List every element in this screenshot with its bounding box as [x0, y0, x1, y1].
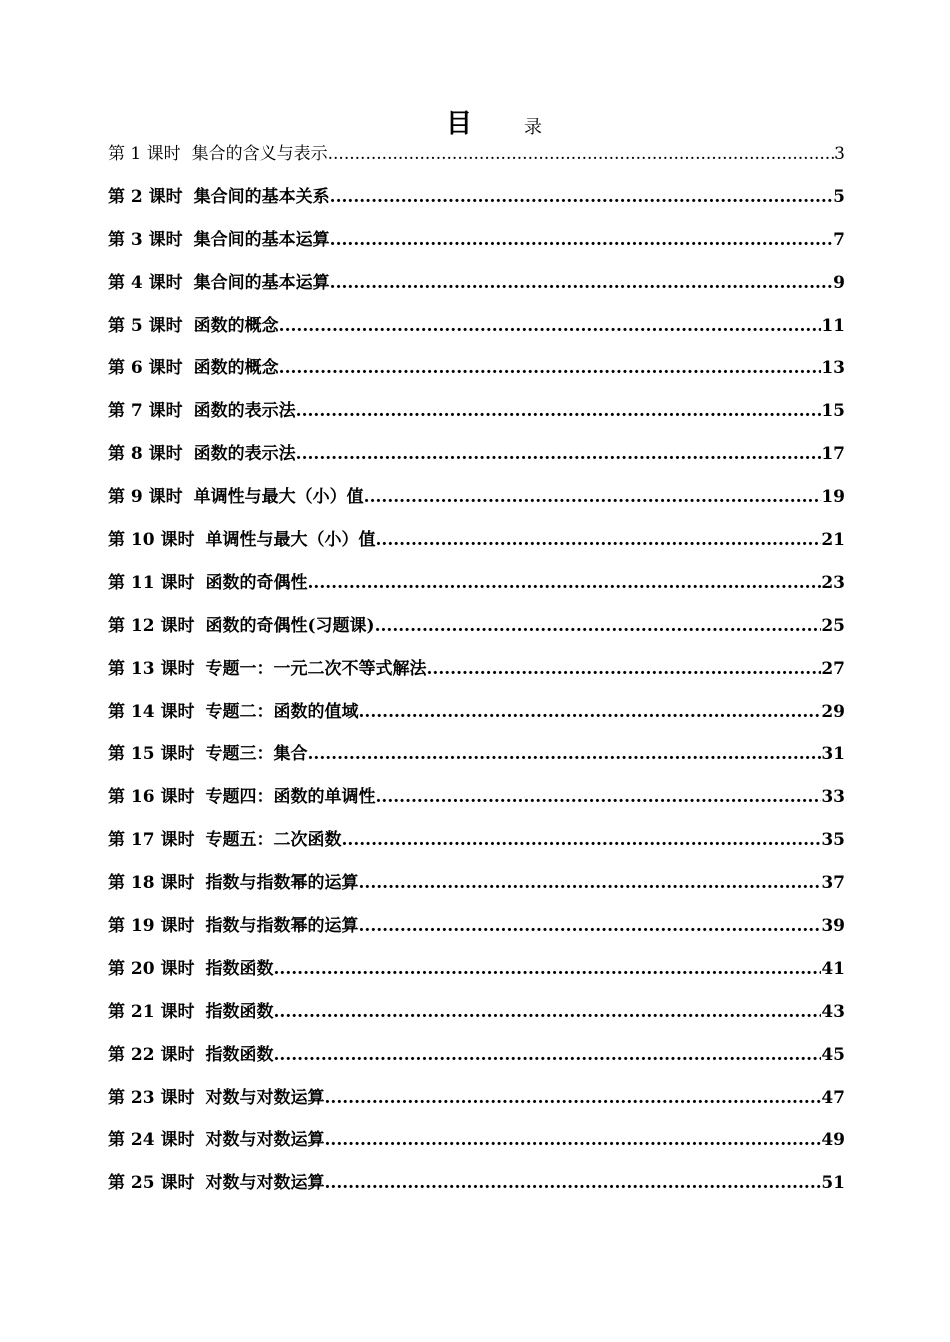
- toc-entry-page-number: 33: [821, 787, 845, 808]
- toc-entry-page-number: 47: [821, 1087, 845, 1108]
- toc-dot-leader: [274, 999, 822, 1025]
- toc-entry-page-number: 45: [821, 1044, 845, 1065]
- toc-entry-label: [108, 1170, 325, 1196]
- toc-entry-page-number: 37: [821, 873, 845, 894]
- toc-entry-lesson: 第 8 课时: [108, 444, 183, 465]
- toc-entry-label: [108, 784, 376, 810]
- toc-entry-label: [108, 141, 328, 167]
- toc-entry-topic: 函数的表示法: [193, 444, 296, 465]
- toc-entry-lesson: 第 13 课时: [108, 658, 195, 679]
- toc-dot-leader: [325, 1085, 822, 1111]
- toc-entry-page-number: 23: [821, 572, 845, 593]
- toc-entry[interactable]: [108, 870, 845, 913]
- toc-entry-label: [108, 741, 308, 767]
- toc-entry-topic: 函数的奇偶性(习题课): [205, 615, 375, 636]
- toc-entry-label: [108, 1042, 274, 1068]
- toc-entry-topic: 单调性与最大（小）值: [205, 530, 376, 551]
- toc-dot-leader: [328, 141, 835, 167]
- toc-entry-topic: 集合间的基本运算: [193, 229, 330, 250]
- toc-entry-label: [108, 441, 296, 467]
- toc-entry-lesson: 第 23 课时: [108, 1087, 195, 1108]
- toc-entry-page-number: 35: [821, 830, 845, 851]
- toc-entry[interactable]: [108, 270, 845, 313]
- toc-dot-leader: [330, 184, 833, 210]
- toc-entry-topic: 专题一：一元二次不等式解法: [205, 658, 427, 679]
- toc-dot-leader: [296, 441, 822, 467]
- toc-entry[interactable]: [108, 1042, 845, 1085]
- toc-entry[interactable]: [108, 827, 845, 870]
- toc-entry-lesson: 第 21 课时: [108, 1001, 195, 1022]
- toc-entry-topic: 专题三：集合: [205, 744, 308, 765]
- toc-dot-leader: [325, 1170, 822, 1196]
- toc-entry-label: [108, 270, 330, 296]
- toc-entry[interactable]: [108, 441, 845, 484]
- toc-entry-topic: 单调性与最大（小）值: [193, 487, 364, 508]
- toc-entry-page-number: 17: [821, 444, 845, 465]
- toc-entry-topic: 函数的表示法: [193, 401, 296, 422]
- toc-entry-page-number: 9: [833, 272, 845, 293]
- toc-entry-topic: 指数函数: [205, 1001, 274, 1022]
- toc-entry[interactable]: [108, 784, 845, 827]
- toc-entry-topic: 专题二：函数的值域: [205, 701, 359, 722]
- toc-entry-lesson: 第 18 课时: [108, 873, 195, 894]
- toc-dot-leader: [325, 1127, 822, 1153]
- toc-entry[interactable]: [108, 227, 845, 270]
- toc-entry[interactable]: [108, 1127, 845, 1170]
- toc-dot-leader: [376, 527, 822, 553]
- toc-entry-page-number: 13: [821, 358, 845, 379]
- toc-entry-lesson: 第 2 课时: [108, 186, 183, 207]
- toc-entry-page-number: 41: [821, 958, 845, 979]
- toc-dot-leader: [279, 313, 822, 339]
- toc-entry-topic: 专题四：函数的单调性: [205, 787, 376, 808]
- toc-dot-leader: [359, 699, 822, 725]
- toc-entry[interactable]: [108, 699, 845, 742]
- toc-title-suffix: 录: [524, 117, 542, 138]
- toc-entry-lesson: 第 4 课时: [108, 272, 183, 293]
- toc-dot-leader: [330, 227, 833, 253]
- toc-dot-leader: [274, 1042, 822, 1068]
- toc-entry-lesson: 第 5 课时: [108, 315, 183, 336]
- toc-entry-topic: 指数与指数幂的运算: [205, 873, 359, 894]
- toc-entry-topic: 对数与对数运算: [205, 1173, 325, 1194]
- toc-entry[interactable]: [108, 956, 845, 999]
- toc-entry[interactable]: [108, 741, 845, 784]
- toc-entry-label: [108, 355, 279, 381]
- toc-entry-label: [108, 527, 376, 553]
- toc-dot-leader: [359, 870, 822, 896]
- toc-entry-page-number: 43: [821, 1001, 845, 1022]
- toc-entry[interactable]: [108, 398, 845, 441]
- toc-entry-lesson: 第 1 课时: [108, 144, 181, 164]
- toc-heading: [0, 108, 950, 142]
- toc-entry-label: [108, 699, 359, 725]
- toc-entry-page-number: 3: [834, 144, 845, 164]
- toc-dot-leader: [375, 613, 822, 639]
- toc-entry[interactable]: [108, 1170, 845, 1213]
- toc-entry-lesson: 第 14 课时: [108, 701, 195, 722]
- toc-title: 目: [446, 109, 473, 139]
- toc-entry-label: [108, 398, 296, 424]
- toc-entry-lesson: 第 10 课时: [108, 530, 195, 551]
- toc-dot-leader: [296, 398, 822, 424]
- toc-entry-lesson: 第 7 课时: [108, 401, 183, 422]
- toc-entry-lesson: 第 19 课时: [108, 916, 195, 937]
- toc-entry-lesson: 第 15 课时: [108, 744, 195, 765]
- toc-entry-page-number: 21: [821, 530, 845, 551]
- toc-entry-label: [108, 656, 427, 682]
- toc-entry-page-number: 49: [821, 1130, 845, 1151]
- toc-entry-lesson: 第 11 课时: [108, 572, 195, 593]
- toc-dot-leader: [364, 484, 822, 510]
- toc-entry-page-number: 29: [821, 701, 845, 722]
- toc-entry-topic: 指数与指数幂的运算: [205, 916, 359, 937]
- toc-entry-page-number: 15: [821, 401, 845, 422]
- toc-entry-page-number: 51: [821, 1173, 845, 1194]
- toc-entry-lesson: 第 22 课时: [108, 1044, 195, 1065]
- toc-entry-label: [108, 999, 274, 1025]
- toc-entry-lesson: 第 25 课时: [108, 1173, 195, 1194]
- toc-entry[interactable]: [108, 141, 845, 184]
- toc-entry[interactable]: [108, 184, 845, 227]
- toc-entry-label: [108, 184, 330, 210]
- toc-entry-topic: 函数的概念: [193, 358, 279, 379]
- toc-dot-leader: [279, 355, 822, 381]
- toc-entry-topic: 指数函数: [205, 958, 274, 979]
- toc-entry-page-number: 27: [821, 658, 845, 679]
- toc-entry-page-number: 19: [821, 487, 845, 508]
- toc-entry[interactable]: [108, 1085, 845, 1128]
- toc-entry[interactable]: [108, 913, 845, 956]
- toc-entry-lesson: 第 6 课时: [108, 358, 183, 379]
- toc-entry-page-number: 7: [833, 229, 845, 250]
- toc-entry-page-number: 11: [821, 315, 845, 336]
- toc-entry-page-number: 39: [821, 916, 845, 937]
- toc-entry-lesson: 第 9 课时: [108, 487, 183, 508]
- toc-entry-topic: 集合间的基本关系: [193, 186, 330, 207]
- toc-entry[interactable]: [108, 613, 845, 656]
- toc-entry-label: [108, 570, 308, 596]
- table-of-contents: [108, 141, 845, 1213]
- toc-entry-lesson: 第 16 课时: [108, 787, 195, 808]
- toc-entry-lesson: 第 20 课时: [108, 958, 195, 979]
- toc-entry-topic: 专题五：二次函数: [205, 830, 342, 851]
- toc-entry[interactable]: [108, 999, 845, 1042]
- toc-entry-page-number: 25: [821, 615, 845, 636]
- toc-dot-leader: [308, 741, 822, 767]
- toc-entry-topic: 函数的概念: [193, 315, 279, 336]
- toc-entry-lesson: 第 17 课时: [108, 830, 195, 851]
- toc-entry[interactable]: [108, 570, 845, 613]
- toc-entry-lesson: 第 12 课时: [108, 615, 195, 636]
- toc-entry-label: [108, 956, 274, 982]
- toc-dot-leader: [274, 956, 822, 982]
- toc-entry-topic: 集合的含义与表示: [191, 144, 328, 164]
- toc-entry-label: [108, 1127, 325, 1153]
- toc-entry-lesson: 第 3 课时: [108, 229, 183, 250]
- toc-dot-leader: [330, 270, 833, 296]
- toc-entry-lesson: 第 24 课时: [108, 1130, 195, 1151]
- toc-entry-label: [108, 913, 359, 939]
- toc-dot-leader: [342, 827, 822, 853]
- toc-entry-label: [108, 484, 364, 510]
- toc-entry-label: [108, 227, 330, 253]
- toc-entry-label: [108, 827, 342, 853]
- toc-entry[interactable]: [108, 656, 845, 699]
- toc-entry-topic: 指数函数: [205, 1044, 274, 1065]
- toc-entry[interactable]: [108, 355, 845, 398]
- toc-entry-page-number: 31: [821, 744, 845, 765]
- toc-entry-page-number: 5: [833, 186, 845, 207]
- toc-entry-topic: 对数与对数运算: [205, 1130, 325, 1151]
- toc-entry-label: [108, 870, 359, 896]
- toc-entry-label: [108, 313, 279, 339]
- toc-entry-topic: 函数的奇偶性: [205, 572, 308, 593]
- toc-entry-topic: 对数与对数运算: [205, 1087, 325, 1108]
- toc-dot-leader: [308, 570, 822, 596]
- toc-entry[interactable]: [108, 484, 845, 527]
- toc-dot-leader: [427, 656, 822, 682]
- toc-entry-topic: 集合间的基本运算: [193, 272, 330, 293]
- toc-entry-label: [108, 613, 375, 639]
- toc-entry[interactable]: [108, 313, 845, 356]
- toc-dot-leader: [376, 784, 822, 810]
- toc-dot-leader: [359, 913, 822, 939]
- toc-entry-label: [108, 1085, 325, 1111]
- toc-entry[interactable]: [108, 527, 845, 570]
